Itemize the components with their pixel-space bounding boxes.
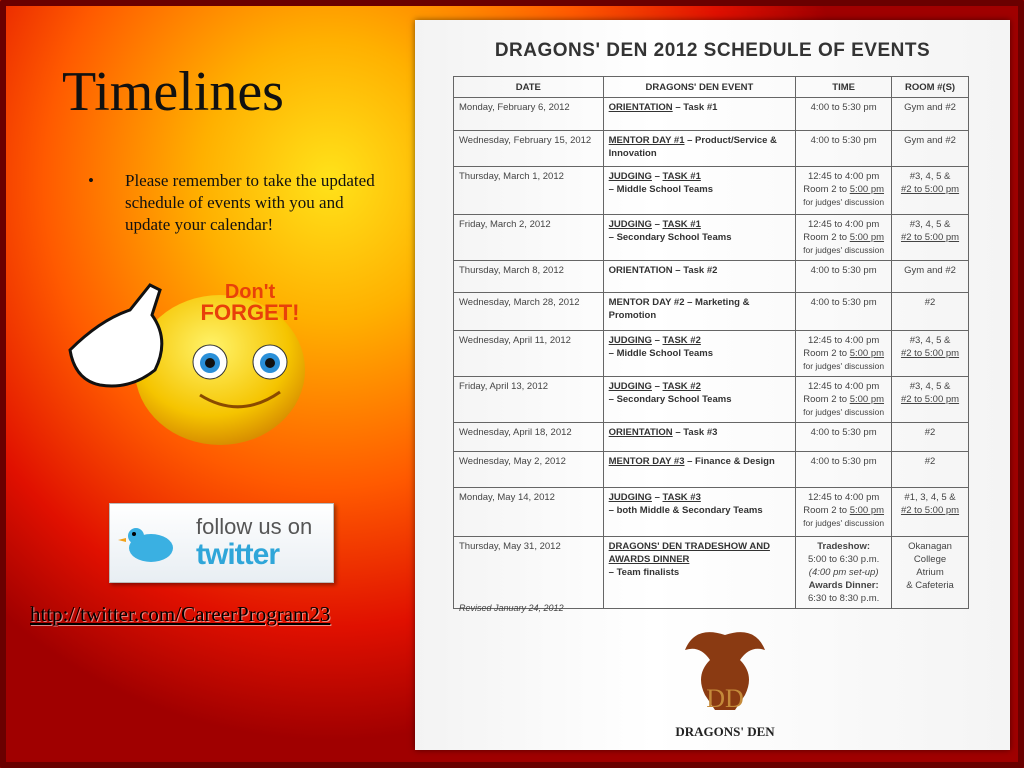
event-cell [603, 488, 796, 537]
room-cell-text: #2 to 5:00 pm [900, 184, 960, 195]
event-cell-text: – Secondary School Teams [608, 232, 732, 243]
event-cell-text: – [651, 381, 663, 392]
event-cell [603, 167, 796, 215]
table-row [454, 423, 969, 452]
event-cell-text: MENTOR DAY #3 [608, 456, 685, 467]
event-cell-text: TASK #2 [662, 381, 701, 392]
time-cell [796, 215, 892, 261]
event-cell-text: JUDGING [608, 219, 652, 230]
time-cell-line [801, 504, 886, 517]
room-cell [892, 167, 969, 215]
room-cell-text: #2 [924, 297, 936, 308]
room-cell [892, 215, 969, 261]
time-cell-text: Room 2 to [803, 394, 850, 405]
follow-us-text: follow us on [196, 514, 313, 539]
event-cell-text: JUDGING [608, 381, 652, 392]
date-cell: Wednesday, February 15, 2012 [454, 131, 604, 167]
time-cell-text: 5:00 pm [849, 184, 885, 195]
dragons-den-logo [655, 625, 795, 740]
date-cell: Wednesday, April 18, 2012 [454, 423, 604, 452]
room-cell-line [897, 334, 963, 347]
event-cell-text: – both Middle & Secondary Teams [608, 505, 763, 516]
room-cell-line [897, 183, 963, 196]
event-cell-line [609, 134, 791, 160]
time-cell-line [801, 393, 886, 406]
event-cell-text: DRAGONS' DEN TRADESHOW AND AWARDS DINNER [608, 541, 770, 565]
time-cell-text: for judges' discussion [803, 197, 885, 207]
reminder-text: Please remember to take the updated schedule of events with you and update your calendar! [125, 171, 375, 234]
room-cell [892, 537, 969, 609]
room-cell-line [897, 134, 963, 147]
room-cell-text: Gym and #2 [904, 265, 956, 276]
date-cell: Friday, March 2, 2012 [454, 215, 604, 261]
room-cell-line [897, 380, 963, 393]
schedule-title: DRAGONS' DEN 2012 SCHEDULE OF EVENTS [494, 40, 931, 61]
event-cell-text: – [651, 219, 663, 230]
date-cell: Wednesday, March 28, 2012 [454, 293, 604, 331]
event-cell-line [609, 183, 791, 196]
date-cell: Thursday, March 8, 2012 [454, 261, 604, 293]
time-cell-line [801, 134, 886, 147]
reminder-bullet [88, 170, 388, 236]
time-cell-text: for judges' discussion [803, 407, 885, 417]
room-cell-line [897, 504, 963, 517]
bullet-marker: • [88, 171, 94, 190]
date-cell: Friday, April 13, 2012 [454, 377, 604, 423]
time-cell-line [801, 592, 886, 605]
time-cell-line [801, 347, 886, 360]
room-cell-text: #2 to 5:00 pm [900, 348, 960, 359]
event-cell-text: TASK #2 [662, 335, 701, 346]
room-cell-line [897, 579, 963, 592]
room-cell-text: #3, 4, 5 & [909, 219, 951, 230]
time-cell-line [801, 360, 886, 373]
header-date: DATE [454, 77, 604, 98]
time-cell-text: Room 2 to [803, 348, 850, 359]
room-cell-text: #3, 4, 5 & [909, 381, 951, 392]
time-cell-line [801, 264, 886, 277]
time-cell-text: (4:00 pm set-up) [808, 567, 879, 578]
time-cell [796, 131, 892, 167]
room-cell [892, 377, 969, 423]
time-cell [796, 452, 892, 488]
date-cell: Monday, February 6, 2012 [454, 98, 604, 131]
header-room: ROOM #(S) [892, 77, 969, 98]
twitter-bird-icon [116, 520, 186, 570]
time-cell-line [801, 244, 886, 257]
schedule-table [453, 76, 969, 609]
time-cell-text: for judges' discussion [803, 518, 885, 528]
time-cell-line [801, 566, 886, 579]
time-cell [796, 423, 892, 452]
room-cell-line [897, 347, 963, 360]
time-cell-line [801, 334, 886, 347]
date-cell: Thursday, May 31, 2012 [454, 537, 604, 609]
table-row [454, 331, 969, 377]
table-row [454, 488, 969, 537]
room-cell [892, 331, 969, 377]
event-cell-text: – Middle School Teams [608, 184, 713, 195]
table-row [454, 131, 969, 167]
room-cell-line [897, 566, 963, 579]
time-cell-text: 5:00 pm [849, 505, 885, 516]
event-cell-line [609, 566, 791, 579]
time-cell [796, 377, 892, 423]
event-cell-line [609, 101, 791, 114]
time-cell-line [801, 491, 886, 504]
event-cell-line [609, 218, 791, 231]
room-cell-line [897, 264, 963, 277]
event-cell-text: TASK #3 [662, 492, 701, 503]
event-cell [603, 377, 796, 423]
table-row [454, 167, 969, 215]
time-cell [796, 167, 892, 215]
time-cell [796, 261, 892, 293]
room-cell-text: Gym and #2 [904, 135, 956, 146]
time-cell-text: for judges' discussion [803, 245, 885, 255]
event-cell-line [609, 347, 791, 360]
room-cell-text: College [913, 554, 947, 565]
room-cell-line [897, 455, 963, 468]
time-cell-line [801, 101, 886, 114]
svg-text:DD: DD [706, 684, 744, 713]
time-cell-text: 12:45 to 4:00 pm [807, 171, 880, 182]
time-cell [796, 293, 892, 331]
time-cell-text: 5:00 to 6:30 p.m. [807, 554, 880, 565]
date-cell: Monday, May 14, 2012 [454, 488, 604, 537]
room-cell-line [897, 426, 963, 439]
time-cell [796, 488, 892, 537]
dont-forget-smiley-image [60, 270, 350, 450]
time-cell-line [801, 579, 886, 592]
time-cell-text: for judges' discussion [803, 361, 885, 371]
time-cell-line [801, 296, 886, 309]
time-cell-line [801, 426, 886, 439]
event-cell [603, 215, 796, 261]
event-cell-line [609, 296, 791, 322]
time-cell-text: 4:00 to 5:30 pm [810, 102, 877, 113]
time-cell-line [801, 170, 886, 183]
room-cell [892, 131, 969, 167]
room-cell-line [897, 231, 963, 244]
logo-name: DRAGONS' DEN [675, 724, 775, 739]
event-cell-text: – Task #3 [672, 427, 718, 438]
time-cell-text: 4:00 to 5:30 pm [810, 135, 877, 146]
time-cell [796, 331, 892, 377]
room-cell [892, 452, 969, 488]
sticker-line1: Don't [224, 281, 276, 303]
event-cell-line [609, 393, 791, 406]
event-cell-text: JUDGING [608, 171, 652, 182]
room-cell [892, 293, 969, 331]
time-cell-text: 6:30 to 8:30 p.m. [807, 593, 880, 604]
twitter-logo-text: twitter [196, 538, 279, 571]
room-cell-text: #2 to 5:00 pm [900, 232, 960, 243]
time-cell-line [801, 183, 886, 196]
table-row [454, 215, 969, 261]
time-cell-text: Room 2 to [803, 232, 850, 243]
time-cell-text: Awards Dinner: [808, 580, 879, 591]
event-cell-text: – Secondary School Teams [608, 394, 732, 405]
event-cell-text: – [651, 171, 663, 182]
event-cell-text: JUDGING [608, 335, 652, 346]
room-cell-line [897, 491, 963, 504]
event-cell-text: JUDGING [608, 492, 652, 503]
event-cell-text: – [651, 492, 663, 503]
slide-title: Timelines [62, 61, 284, 123]
time-cell-text: 4:00 to 5:30 pm [810, 265, 877, 276]
room-cell-line [897, 296, 963, 309]
event-cell-line [609, 504, 791, 517]
table-row [454, 293, 969, 331]
event-cell-text: – Middle School Teams [608, 348, 713, 359]
room-cell [892, 98, 969, 131]
event-cell [603, 98, 796, 131]
time-cell-line [801, 553, 886, 566]
event-cell-text: ORIENTATION [608, 102, 673, 113]
time-cell-text: 5:00 pm [849, 394, 885, 405]
event-cell [603, 131, 796, 167]
time-cell-line [801, 218, 886, 231]
revised-note: Revised January 24, 2012 [459, 603, 564, 613]
room-cell-text: Gym and #2 [904, 102, 956, 113]
room-cell [892, 261, 969, 293]
table-row [454, 377, 969, 423]
event-cell-line [609, 455, 791, 468]
table-row [454, 261, 969, 293]
date-cell: Wednesday, May 2, 2012 [454, 452, 604, 488]
twitter-follow-badge[interactable] [109, 503, 334, 583]
event-cell [603, 452, 796, 488]
twitter-link[interactable]: http://twitter.com/CareerProgram23 [30, 602, 331, 626]
event-cell-line [609, 170, 791, 183]
time-cell-text: 12:45 to 4:00 pm [807, 492, 880, 503]
event-cell-text: – Task #1 [672, 102, 718, 113]
time-cell-text: Tradeshow: [817, 541, 871, 552]
room-cell [892, 423, 969, 452]
room-cell-text: #2 to 5:00 pm [900, 394, 960, 405]
event-cell-line [609, 491, 791, 504]
dragon-emblem-icon [665, 625, 785, 715]
table-header-row [454, 77, 969, 98]
event-cell-text: – [651, 335, 663, 346]
event-cell-line [609, 380, 791, 393]
event-cell-text: MENTOR DAY #2 – Marketing & Promotion [608, 297, 750, 321]
time-cell-text: 4:00 to 5:30 pm [810, 427, 877, 438]
time-cell-line [801, 455, 886, 468]
event-cell [603, 423, 796, 452]
time-cell-text: Room 2 to [803, 505, 850, 516]
event-cell-text: TASK #1 [662, 219, 701, 230]
time-cell-text: 12:45 to 4:00 pm [807, 381, 880, 392]
time-cell-line [801, 231, 886, 244]
time-cell-line [801, 540, 886, 553]
room-cell-text: #3, 4, 5 & [909, 171, 951, 182]
date-cell: Thursday, March 1, 2012 [454, 167, 604, 215]
date-cell: Wednesday, April 11, 2012 [454, 331, 604, 377]
table-row [454, 537, 969, 609]
time-cell-text: 12:45 to 4:00 pm [807, 335, 880, 346]
event-cell-text: – Product/Service & Innovation [608, 135, 777, 159]
event-cell-text: TASK #1 [662, 171, 701, 182]
room-cell-line [897, 170, 963, 183]
time-cell-line [801, 517, 886, 530]
time-cell-line [801, 380, 886, 393]
event-cell [603, 537, 796, 609]
time-cell-text: 5:00 pm [849, 232, 885, 243]
table-row [454, 98, 969, 131]
event-cell-line [609, 540, 791, 566]
event-cell-line [609, 264, 791, 277]
time-cell-line [801, 406, 886, 419]
room-cell-text: #2 [924, 456, 936, 467]
room-cell-text: #3, 4, 5 & [909, 335, 951, 346]
event-cell-text: – Finance & Design [684, 456, 775, 467]
room-cell-text: Atrium [916, 567, 944, 578]
time-cell-text: 4:00 to 5:30 pm [810, 456, 877, 467]
room-cell [892, 488, 969, 537]
event-cell [603, 293, 796, 331]
event-cell-text: MENTOR DAY #1 [608, 135, 685, 146]
time-cell [796, 98, 892, 131]
room-cell-text: #2 to 5:00 pm [900, 505, 960, 516]
room-cell-line [897, 101, 963, 114]
event-cell [603, 261, 796, 293]
room-cell-line [897, 393, 963, 406]
event-cell-line [609, 334, 791, 347]
event-cell-text: ORIENTATION – Task #2 [608, 265, 718, 276]
time-cell-text: Room 2 to [803, 184, 850, 195]
time-cell-text: 12:45 to 4:00 pm [807, 219, 880, 230]
room-cell-text: #2 [924, 427, 936, 438]
event-cell-line [609, 231, 791, 244]
room-cell-text: & Cafeteria [906, 580, 954, 591]
room-cell-line [897, 553, 963, 566]
room-cell-line [897, 218, 963, 231]
room-cell-text: #1, 3, 4, 5 & [904, 492, 956, 503]
header-event: DRAGONS' DEN EVENT [603, 77, 796, 98]
event-cell-line [609, 426, 791, 439]
event-cell-text: – Team finalists [608, 567, 680, 578]
event-cell [603, 331, 796, 377]
time-cell-line [801, 196, 886, 209]
time-cell-text: 5:00 pm [849, 348, 885, 359]
header-time: TIME [796, 77, 892, 98]
sticker-line2: FORGET! [200, 300, 300, 325]
schedule-image [415, 20, 1010, 750]
time-cell [796, 537, 892, 609]
event-cell-text: ORIENTATION [608, 427, 673, 438]
table-row [454, 452, 969, 488]
time-cell-text: 4:00 to 5:30 pm [810, 297, 877, 308]
room-cell-line [897, 540, 963, 553]
room-cell-text: Okanagan [908, 541, 952, 552]
